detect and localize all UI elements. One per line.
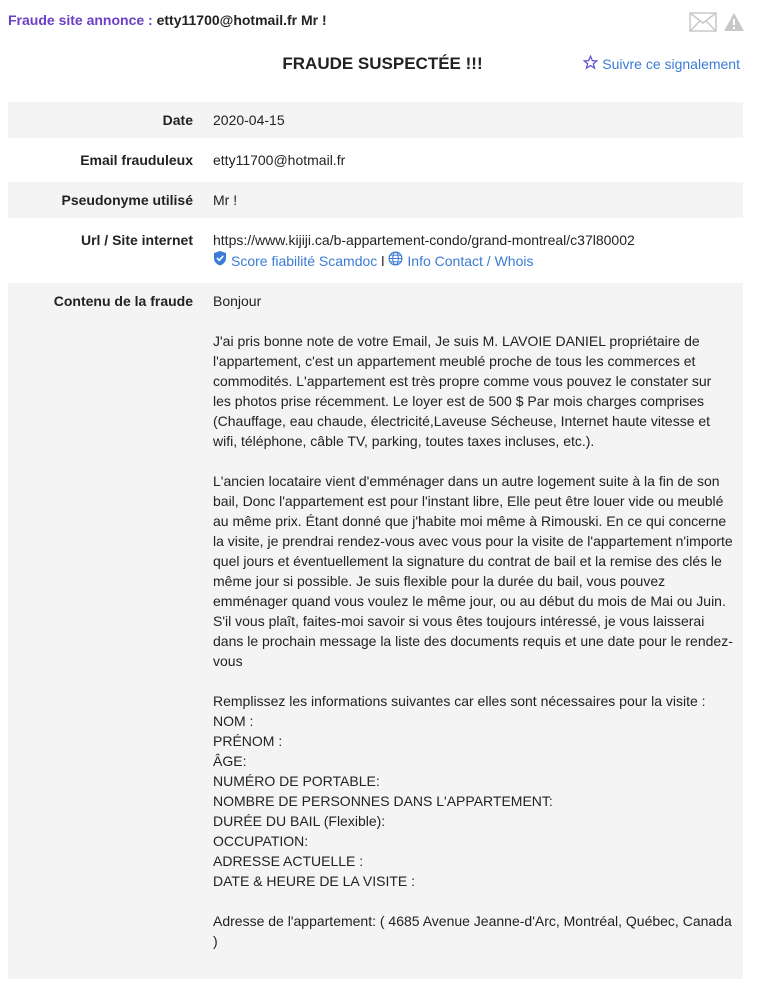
pseudo-value: Mr ! xyxy=(203,182,743,218)
scamdoc-score-link[interactable]: Score fiabilité Scamdoc xyxy=(231,252,378,269)
url-label: Url / Site internet xyxy=(80,232,193,248)
content-label: Contenu de la fraude xyxy=(8,283,203,979)
report-subject: etty11700@hotmail.fr Mr ! xyxy=(156,12,327,28)
pseudo-row xyxy=(8,182,743,218)
globe-icon xyxy=(388,251,403,271)
email-row xyxy=(8,142,743,178)
mail-icon[interactable] xyxy=(689,12,717,35)
content-form-list: Remplissez les informations suivantes car elles sont nécessaires pour la visite : NOM : PRÉNOM : ÂGE: NUMÉRO DE PORTABLE: NOMBRE DE PERSONNES DANS L'APPARTEMENT: DURÉE DU BAIL (Flexible): OCCUPATION: ADRESSE ACTUELLE : DATE & HEURE DE LA VISITE : xyxy=(213,693,706,889)
report-details-table xyxy=(8,98,743,983)
url-row xyxy=(8,222,743,279)
follow-report-link[interactable] xyxy=(583,55,740,73)
content-greeting: Bonjour xyxy=(213,293,262,309)
url-tools xyxy=(213,250,733,271)
content-row xyxy=(8,283,743,979)
header-actions xyxy=(689,12,745,35)
date-value: 2020-04-15 xyxy=(203,102,743,138)
content-paragraph-1: J'ai pris bonne note de votre Email, Je suis M. LAVOIE DANIEL propriétaire de l'appartement, c'est un appartement meublé proche de tous les commerces et commodités. L'appartement est très propre comme vous pouvez le constater sur les photos prise récemment. Le loyer est de 500 $ Par mois charges comprises (Chauffage, eau chaude, électricité,Laveuse Sécheuse, Internet haute vitesse et wifi, téléphone, câble TV, parking, toutes taxes incluses, etc.). xyxy=(213,333,712,449)
report-header xyxy=(8,12,327,28)
warning-icon[interactable] xyxy=(723,12,745,35)
whois-link[interactable]: Info Contact / Whois xyxy=(407,252,534,269)
email-label: Email frauduleux xyxy=(80,152,193,168)
report-category[interactable]: Fraude site annonce xyxy=(8,12,145,28)
fraud-content xyxy=(203,283,743,979)
date-row xyxy=(8,102,743,138)
page-title: FRAUDE SUSPECTÉE !!! xyxy=(282,54,483,73)
email-value: etty11700@hotmail.fr xyxy=(213,152,346,168)
content-paragraph-2: L'ancien locataire vient d'emménager dans un autre logement suite à la fin de son bail, Donc l'appartement est pour l'instant libre, Elle peut être louer vide ou meublé au même prix. Étant donné que j'habite moi même à Rimouski. En ce qui concerne la visite, je prendrai rendez-vous avec vous pour la visite de l'appartement n'importe quel jours et éventuellement la signature du contrat de bail et la remise des clés le même jour si possible. Je suis flexible pour la durée du bail, vous pouvez emménager quand vous voulez le même jour, ou au début du mois de Mai ou Juin. S'il vous plaît, faites-moi savoir si vous êtes toujours intéressé, je vous laisserai dans le prochain message la liste des documents requis et une date pour le rendez-vous xyxy=(213,473,733,669)
star-outline-icon xyxy=(583,55,598,73)
date-label: Date xyxy=(8,102,203,138)
links-separator: l xyxy=(381,252,385,269)
follow-label: Suivre ce signalement xyxy=(602,56,740,72)
pseudo-label: Pseudonyme utilisé xyxy=(8,182,203,218)
shield-check-icon xyxy=(213,250,227,271)
header-separator: : xyxy=(144,12,157,28)
url-value: https://www.kijiji.ca/b-appartement-condo/grand-montreal/c37l80002 xyxy=(213,232,635,248)
content-address: Adresse de l'appartement: ( 4685 Avenue Jeanne-d'Arc, Montréal, Québec, Canada ) xyxy=(213,913,732,949)
